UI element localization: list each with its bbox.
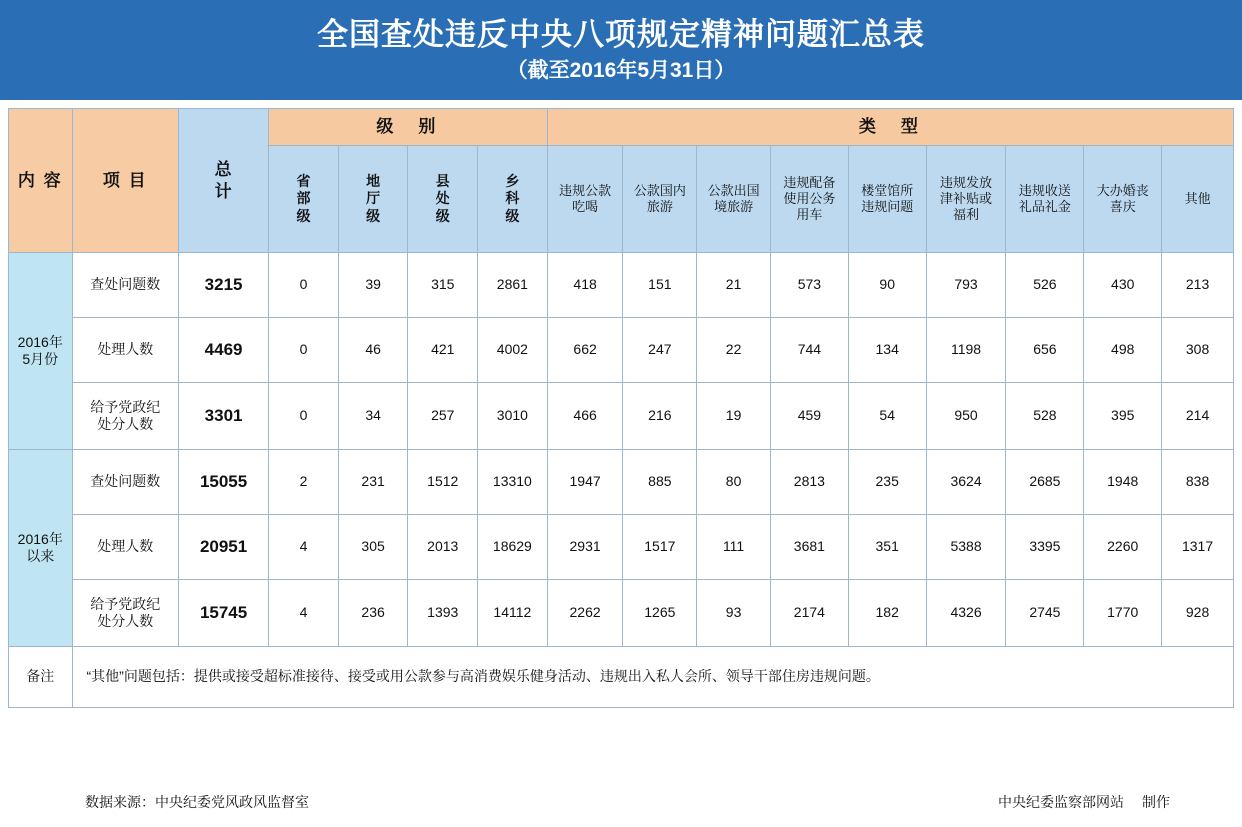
row-item-label: 处理人数 <box>72 515 179 580</box>
cell: 430 <box>1084 253 1162 318</box>
cell: 526 <box>1006 253 1084 318</box>
cell: 4 <box>269 515 339 580</box>
header-col-11: 大办婚丧 喜庆 <box>1084 146 1162 253</box>
cell: 1947 <box>547 450 623 515</box>
cell: 498 <box>1084 318 1162 383</box>
row-total: 3215 <box>179 253 269 318</box>
header-col-5: 公款国内 旅游 <box>623 146 697 253</box>
cell: 4326 <box>926 580 1006 647</box>
header-group-type: 类 型 <box>547 109 1233 146</box>
cell: 2260 <box>1084 515 1162 580</box>
header-col-2: 县 处 级 <box>408 146 478 253</box>
cell: 950 <box>926 383 1006 450</box>
cell: 236 <box>338 580 408 647</box>
row-item-label: 给予党政纪 处分人数 <box>72 383 179 450</box>
row-item-label: 处理人数 <box>72 318 179 383</box>
cell: 1948 <box>1084 450 1162 515</box>
cell: 305 <box>338 515 408 580</box>
cell: 247 <box>623 318 697 383</box>
table-row <box>9 318 1234 383</box>
table-row <box>9 580 1234 647</box>
table-row <box>9 515 1234 580</box>
section-label-0: 2016年 5月份 <box>9 253 73 450</box>
cell: 744 <box>770 318 848 383</box>
header-item: 项 目 <box>72 109 179 253</box>
header-col-6: 公款出国 境旅游 <box>697 146 771 253</box>
row-item-label: 给予党政纪 处分人数 <box>72 580 179 647</box>
cell: 2013 <box>408 515 478 580</box>
row-total: 15055 <box>179 450 269 515</box>
cell: 231 <box>338 450 408 515</box>
cell: 1770 <box>1084 580 1162 647</box>
cell: 14112 <box>478 580 548 647</box>
cell: 182 <box>848 580 926 647</box>
cell: 0 <box>269 318 339 383</box>
row-item-label: 查处问题数 <box>72 450 179 515</box>
cell: 885 <box>623 450 697 515</box>
header-col-1: 地 厅 级 <box>338 146 408 253</box>
cell: 418 <box>547 253 623 318</box>
table-row <box>9 253 1234 318</box>
cell: 46 <box>338 318 408 383</box>
row-total: 4469 <box>179 318 269 383</box>
header-col-10: 违规收送 礼品礼金 <box>1006 146 1084 253</box>
cell: 19 <box>697 383 771 450</box>
cell: 528 <box>1006 383 1084 450</box>
cell: 2174 <box>770 580 848 647</box>
cell: 216 <box>623 383 697 450</box>
row-total: 20951 <box>179 515 269 580</box>
cell: 1393 <box>408 580 478 647</box>
cell: 573 <box>770 253 848 318</box>
cell: 80 <box>697 450 771 515</box>
cell: 4002 <box>478 318 548 383</box>
cell: 3681 <box>770 515 848 580</box>
cell: 235 <box>848 450 926 515</box>
header-total: 总 计 <box>179 109 269 253</box>
cell: 466 <box>547 383 623 450</box>
section-label-1: 2016年 以来 <box>9 450 73 647</box>
table-row <box>9 383 1234 450</box>
cell: 90 <box>848 253 926 318</box>
cell: 928 <box>1162 580 1234 647</box>
header-col-3: 乡 科 级 <box>478 146 548 253</box>
table-row <box>9 450 1234 515</box>
footer-source: 数据来源：中央纪委党风政风监督室 <box>85 794 309 810</box>
cell: 793 <box>926 253 1006 318</box>
cell: 0 <box>269 383 339 450</box>
cell: 1317 <box>1162 515 1234 580</box>
cell: 2 <box>269 450 339 515</box>
footer-maker-suffix: 制作 <box>1142 794 1170 810</box>
cell: 13310 <box>478 450 548 515</box>
header-col-0: 省 部 级 <box>269 146 339 253</box>
note-row <box>9 647 1234 708</box>
cell: 93 <box>697 580 771 647</box>
cell: 1265 <box>623 580 697 647</box>
header-col-4: 违规公款 吃喝 <box>547 146 623 253</box>
header-col-7: 违规配备 使用公务 用车 <box>770 146 848 253</box>
cell: 662 <box>547 318 623 383</box>
row-item-label: 查处问题数 <box>72 253 179 318</box>
header-content: 内 容 <box>9 109 73 253</box>
cell: 134 <box>848 318 926 383</box>
cell: 838 <box>1162 450 1234 515</box>
cell: 459 <box>770 383 848 450</box>
page-title: 全国查处违反中央八项规定精神问题汇总表 <box>317 17 925 53</box>
cell: 2745 <box>1006 580 1084 647</box>
header-group-row <box>9 109 1234 146</box>
header-col-12: 其他 <box>1162 146 1234 253</box>
summary-table <box>8 108 1234 708</box>
cell: 5388 <box>926 515 1006 580</box>
page-subtitle: （截至2016年5月31日） <box>506 58 736 82</box>
cell: 395 <box>1084 383 1162 450</box>
cell: 151 <box>623 253 697 318</box>
row-total: 15745 <box>179 580 269 647</box>
cell: 2262 <box>547 580 623 647</box>
cell: 2861 <box>478 253 548 318</box>
header-col-8: 楼堂馆所 违规问题 <box>848 146 926 253</box>
cell: 351 <box>848 515 926 580</box>
cell: 3010 <box>478 383 548 450</box>
cell: 421 <box>408 318 478 383</box>
cell: 213 <box>1162 253 1234 318</box>
header-col-9: 违规发放 津补贴或 福利 <box>926 146 1006 253</box>
cell: 1198 <box>926 318 1006 383</box>
cell: 1512 <box>408 450 478 515</box>
header-group-level: 级 别 <box>269 109 548 146</box>
cell: 54 <box>848 383 926 450</box>
footer <box>0 778 1242 827</box>
cell: 4 <box>269 580 339 647</box>
cell: 308 <box>1162 318 1234 383</box>
row-total: 3301 <box>179 383 269 450</box>
footer-maker <box>998 792 1170 812</box>
cell: 0 <box>269 253 339 318</box>
cell: 3395 <box>1006 515 1084 580</box>
cell: 18629 <box>478 515 548 580</box>
cell: 39 <box>338 253 408 318</box>
footer-maker-name: 中央纪委监察部网站 <box>998 794 1124 810</box>
cell: 3624 <box>926 450 1006 515</box>
cell: 656 <box>1006 318 1084 383</box>
cell: 2931 <box>547 515 623 580</box>
cell: 2685 <box>1006 450 1084 515</box>
note-text: “其他”问题包括：提供或接受超标准接待、接受或用公款参与高消费娱乐健身活动、违规出入私人会所、领导干部住房违规问题。 <box>72 647 1234 708</box>
cell: 214 <box>1162 383 1234 450</box>
cell: 34 <box>338 383 408 450</box>
cell: 257 <box>408 383 478 450</box>
cell: 111 <box>697 515 771 580</box>
cell: 22 <box>697 318 771 383</box>
note-label: 备注 <box>9 647 73 708</box>
cell: 1517 <box>623 515 697 580</box>
cell: 21 <box>697 253 771 318</box>
cell: 2813 <box>770 450 848 515</box>
title-banner <box>0 0 1242 100</box>
cell: 315 <box>408 253 478 318</box>
